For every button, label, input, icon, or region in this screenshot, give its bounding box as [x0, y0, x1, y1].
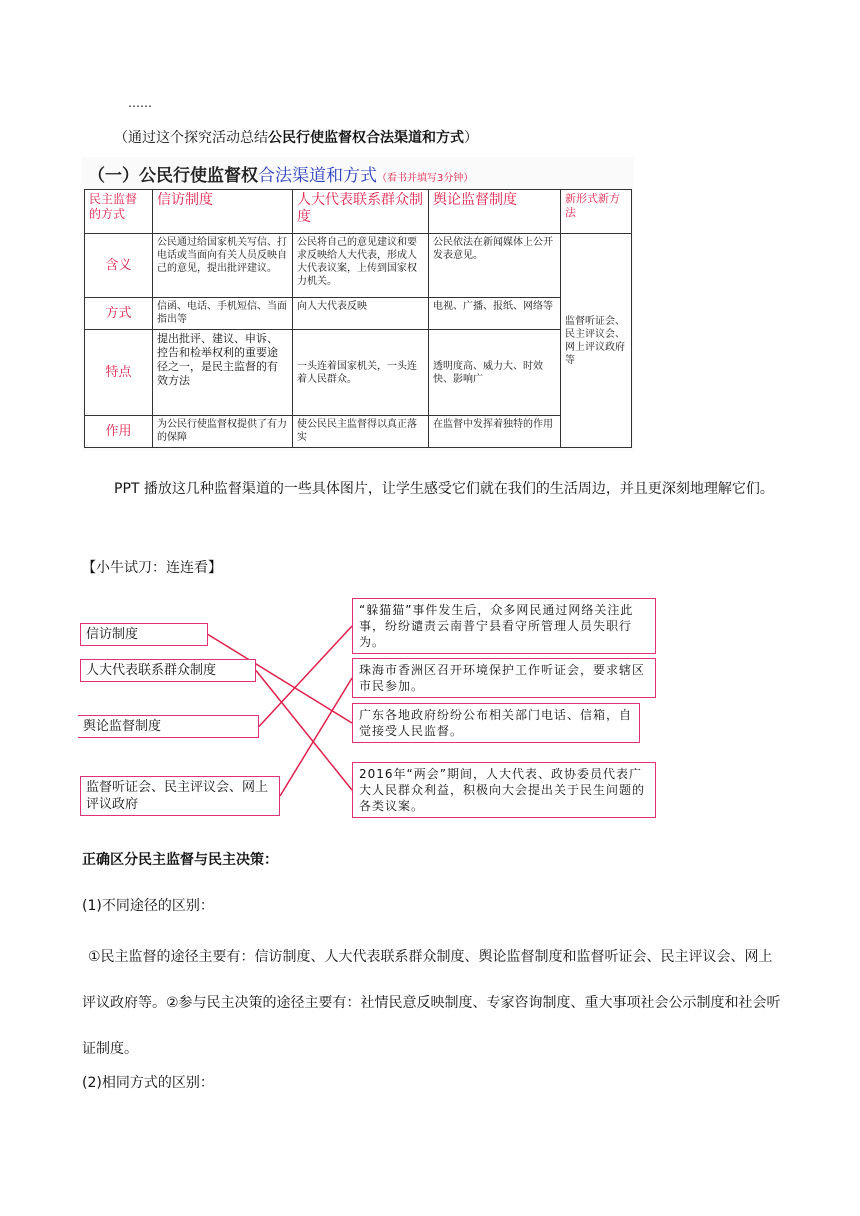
- corner-header: 民主监督的方式: [85, 190, 153, 234]
- ppt-paragraph: PPT 播放这几种监督渠道的一些具体图片，让学生感受它们就在我们的生活周边，并且更深刻地理解它们。: [114, 481, 774, 497]
- summary-bold: 公民行使监督权合法渠道和方式: [268, 130, 464, 146]
- row-header: 方式: [85, 298, 153, 330]
- summary-line: [114, 128, 478, 148]
- match-right-item: 广东各地政府纷纷公布相关部门电话、信箱，自觉接受人民监督。: [352, 703, 640, 743]
- match-line: [280, 678, 352, 796]
- table-cell: 使公民民主监督得以真正落实: [293, 416, 429, 448]
- col-header: 新形式新方法: [561, 190, 632, 234]
- table-title-accent: 合法渠道和方式: [258, 166, 377, 186]
- table-cell: 信函、电话、手机短信、当面指出等: [153, 298, 293, 330]
- table-cell: 提出批评、建议、申诉、控告和检举权利的重要途径之一，是民主监督的有效方法: [153, 330, 293, 416]
- table-cell: 公民通过给国家机关写信、打电话或当面向有关人员反映自己的意见，提出批评建议。: [153, 234, 293, 298]
- row-header: 特点: [85, 330, 153, 416]
- table-cell: 为公民行使监督权提供了有力的保障: [153, 416, 293, 448]
- sub-heading-1: (1)不同途径的区别：: [82, 898, 214, 914]
- table-cell-new-forms: 监督听证会、民主评议会、网上评议政府等: [561, 234, 632, 448]
- exercise-title: 【小牛试刀：连连看】: [82, 560, 222, 576]
- match-left-item: 人大代表联系群众制度: [80, 659, 256, 682]
- col-header: 人大代表联系群众制度: [293, 190, 429, 234]
- col-header: 信访制度: [153, 190, 293, 234]
- matching-diagram: [80, 596, 660, 832]
- table-cell: 一头连着国家机关，一头连着人民群众。: [293, 330, 429, 416]
- match-left-item: 舆论监督制度: [78, 715, 259, 738]
- ellipsis-text: ……: [128, 96, 152, 110]
- summary-open: （通过这个探究活动总结: [114, 130, 268, 146]
- match-left-item: 监督听证会、民主评议会、网上评议政府: [80, 776, 280, 816]
- match-right-item: 2016年“两会”期间，人大代表、政协委员代表广大人民群众利益，积极向大会提出关于民生问题的各类议案。: [352, 762, 656, 818]
- table-title: [88, 161, 473, 186]
- summary-close: ）: [464, 130, 478, 146]
- diff-paragraph: ①民主监督的途径主要有：信访制度、人大代表联系群众制度、舆论监督制度和监督听证会、民主评议会、网上评议政府等。②参与民主决策的途径主要有：社情民意反映制度、专家咨询制度、重大事项社会公示制度和社会听证制度。: [82, 949, 781, 1057]
- table-cell: 电视、广播、报纸、网络等: [429, 298, 561, 330]
- row-header: 含义: [85, 234, 153, 298]
- match-left-item: 信访制度: [80, 623, 208, 646]
- supervision-table: [84, 189, 632, 448]
- row-header: 作用: [85, 416, 153, 448]
- match-right-item: 珠海市香洲区召开环境保护工作听证会，要求辖区市民参加。: [352, 658, 656, 698]
- supervision-table-image: [82, 157, 634, 451]
- table-cell: 透明度高、威力大、时效快、影响广: [429, 330, 561, 416]
- table-cell: 向人大代表反映: [293, 298, 429, 330]
- match-line: [256, 671, 352, 791]
- table-title-note: （看书并填写3分钟）: [377, 173, 474, 184]
- col-header: 舆论监督制度: [429, 190, 561, 234]
- table-cell: 公民将自己的意见建议和要求反映给人大代表，形成人大代表议案，上传到国家权力机关。: [293, 234, 429, 298]
- match-line: [259, 626, 352, 727]
- match-right-item: “躲猫猫”事件发生后，众多网民通过网络关注此事，纷纷谴责云南普宁县看守所管理人员失职行为。: [352, 598, 656, 654]
- section-heading: 正确区分民主监督与民主决策：: [82, 852, 278, 868]
- table-cell: 公民依法在新闻媒体上公开发表意见。: [429, 234, 561, 298]
- table-title-prefix: （一）公民行使监督权: [88, 166, 258, 186]
- table-cell: 在监督中发挥着独特的作用: [429, 416, 561, 448]
- sub-heading-2: (2)相同方式的区别：: [82, 1075, 214, 1091]
